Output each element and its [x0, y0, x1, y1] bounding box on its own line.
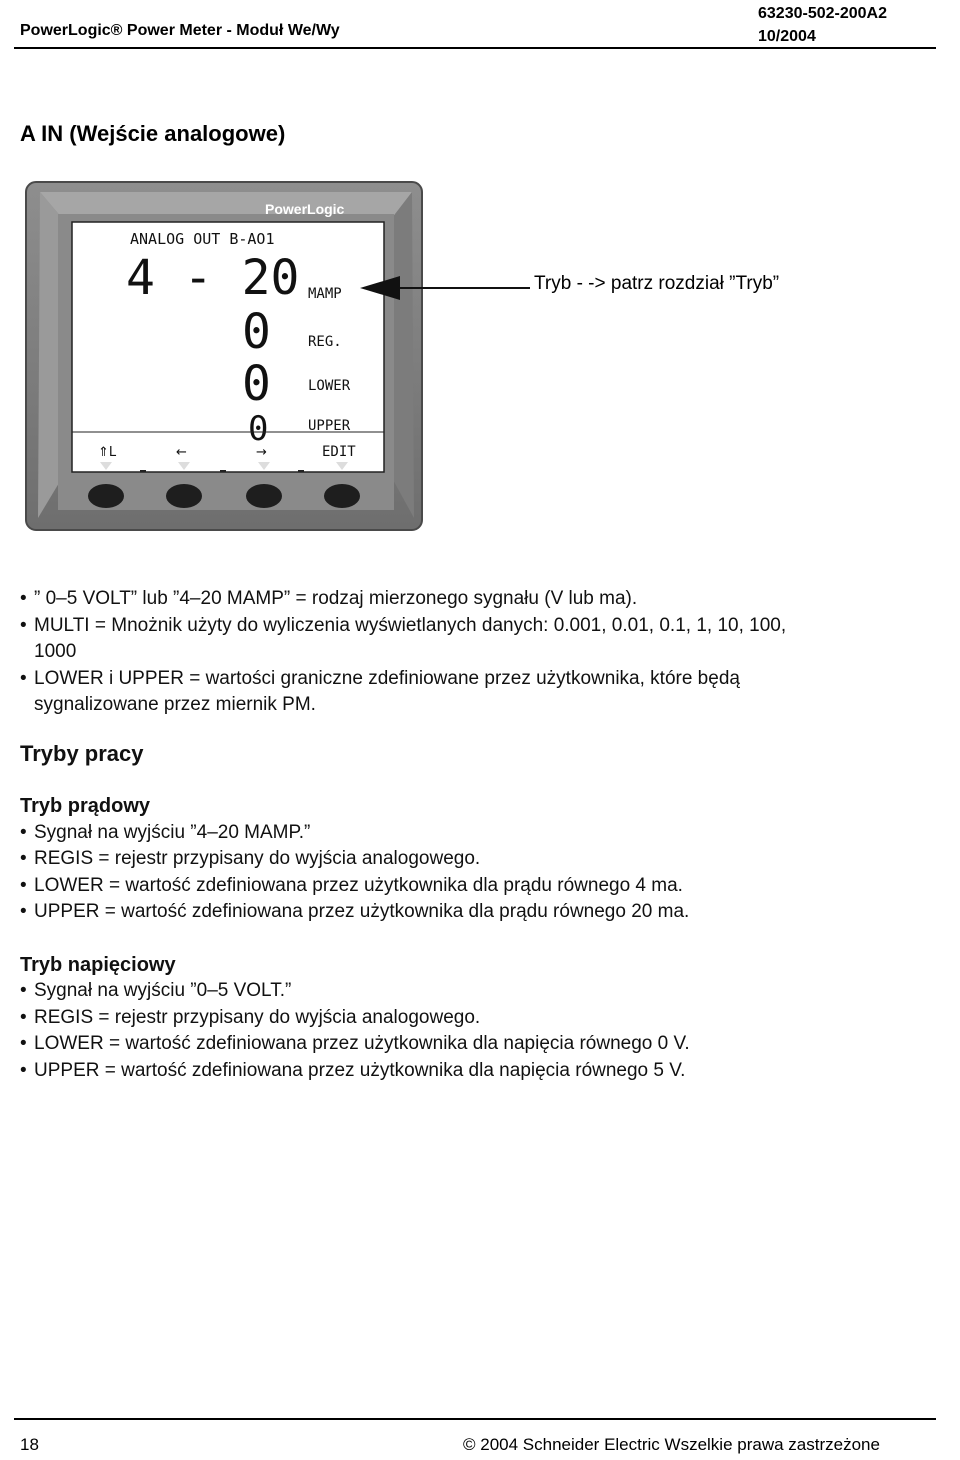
lcd-label-lower: LOWER	[308, 378, 351, 394]
lcd-screen-title: ANALOG OUT B-AO1	[130, 230, 275, 248]
list-item: • UPPER = wartość zdefiniowana przez użytkownika dla prądu równego 20 ma.	[20, 901, 690, 922]
lcd-big-value: 4 - 20	[126, 250, 300, 306]
softkey-button-1	[88, 484, 124, 508]
list-item-continuation: sygnalizowane przez miernik PM.	[34, 694, 316, 715]
list-item: • Sygnał na wyjściu ”4‒20 MAMP.”	[20, 821, 311, 843]
header-meta	[758, 2, 887, 48]
body-text	[20, 586, 940, 1084]
lcd-label-upper: UPPER	[308, 418, 351, 434]
softkey-button-2	[166, 484, 202, 508]
footer-rule	[14, 1418, 936, 1420]
list-item: • LOWER = wartość zdefiniowana przez użytkownika dla napięcia równego 0 V.	[20, 1033, 690, 1054]
list-item: • LOWER i UPPER = wartości graniczne zdefiniowane przez użytkownika, które będą	[20, 667, 740, 689]
current-mode-heading: Tryb prądowy	[20, 795, 151, 817]
header-title: PowerLogic® Power Meter - Moduł We/Wy	[20, 22, 340, 39]
modes-heading: Tryby pracy	[20, 740, 144, 766]
softkey-label-edit: EDIT	[322, 444, 356, 460]
list-item: • ” 0‒5 VOLT” lub ”4‒20 MAMP” = rodzaj mierzonego sygnału (V lub ma).	[20, 588, 638, 609]
list-item: • REGIS = rejestr przypisany do wyjścia analogowego.	[20, 1006, 481, 1028]
list-item: • REGIS = rejestr przypisany do wyjścia analogowego.	[20, 848, 481, 869]
header-rule	[14, 47, 936, 49]
lcd-value-2: 0	[242, 304, 271, 360]
softkey-label-right: →	[256, 445, 267, 460]
voltage-mode-heading: Tryb napięciowy	[20, 953, 176, 976]
lcd-label-reg: REG.	[308, 334, 342, 350]
list-item-continuation: 1000	[34, 641, 77, 662]
footer-copyright: © 2004 Schneider Electric Wszelkie prawa zastrzeżone	[463, 1435, 880, 1454]
section-title: A IN (Wejście analogowe)	[20, 121, 286, 146]
page-number: 18	[20, 1435, 39, 1454]
softkey-button-4	[324, 484, 360, 508]
softkey-label-up: ⇑L	[98, 445, 117, 460]
list-item: • Sygnał na wyjściu ”0‒5 VOLT.”	[20, 980, 292, 1001]
brand-logo: PowerLogic	[265, 201, 345, 217]
list-item: • LOWER = wartość zdefiniowana przez użytkownika dla prądu równego 4 ma.	[20, 874, 683, 896]
lcd-value-3: 0	[242, 356, 271, 412]
power-meter-illustration	[22, 178, 530, 534]
list-item: • UPPER = wartość zdefiniowana przez użytkownika dla napięcia równego 5 V.	[20, 1059, 686, 1081]
list-item: • MULTI = Mnożnik użyty do wyliczenia wyświetlanych danych: 0.001, 0.01, 0.1, 1, 10, 100,	[20, 614, 787, 636]
lcd-label-mamp: MAMP	[308, 286, 342, 302]
doc-date: 10/2004	[758, 28, 816, 45]
mode-callout: Tryb - -> patrz rozdział ”Tryb”	[534, 273, 780, 294]
doc-number: 63230-502-200A2	[758, 5, 887, 22]
lcd-value-4: 0	[248, 409, 269, 449]
softkey-label-left: ←	[176, 445, 187, 460]
softkey-button-3	[246, 484, 282, 508]
